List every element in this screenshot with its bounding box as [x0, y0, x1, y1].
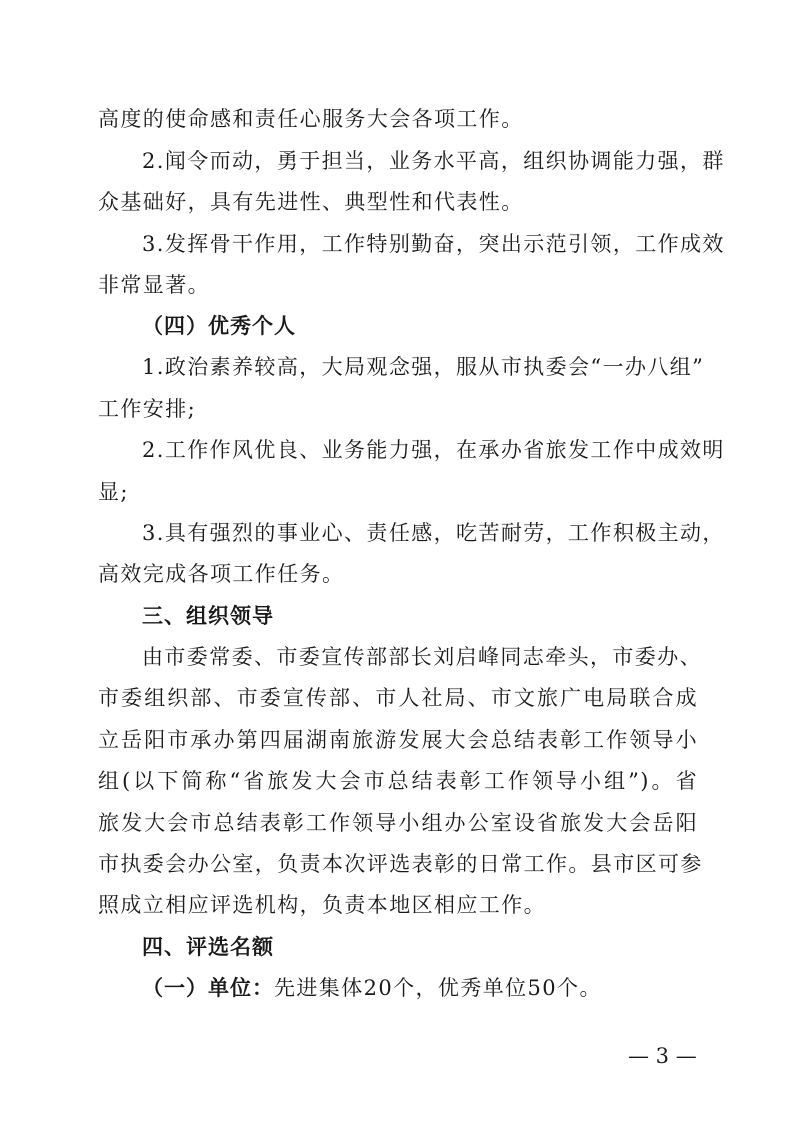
text-line-19: 市执委会办公室，负责本次评选表彰的日常工作。县市区可参 [98, 852, 703, 876]
text-line-20: 照成立相应评选机构，负责本地区相应工作。 [98, 893, 546, 917]
quota-text: 先进集体20个，优秀单位50个。 [274, 976, 602, 1000]
text-line-18: 旅发大会市总结表彰工作领导小组办公室设省旅发大会岳阳 [98, 811, 698, 835]
text-line-4: 3.发挥骨干作用，工作特别勤奋，突出示范引领，工作成效 [142, 232, 725, 256]
text-line-10: 显; [98, 480, 129, 504]
quota-label: （一）单位： [142, 976, 274, 1000]
text-line-1: 高度的使命感和责任心服务大会各项工作。 [98, 107, 524, 131]
section-heading-outstanding-individuals: （四）优秀个人 [142, 314, 296, 338]
page-number: — 3 — [628, 1044, 697, 1068]
text-line-7: 1.政治素养较高，大局观念强，服从市执委会“一办八组” [142, 355, 705, 379]
text-line-17: 组(以下简称“省旅发大会市总结表彰工作领导小组”)。省 [98, 769, 698, 793]
quota-line [142, 973, 698, 1003]
section-heading-quota: 四、评选名额 [142, 935, 274, 959]
text-line-12: 高效完成各项工作任务。 [98, 562, 345, 586]
text-line-15: 市委组织部、市委宣传部、市人社局、市文旅广电局联合成 [98, 686, 698, 710]
text-line-16: 立岳阳市承办第四届湖南旅游发展大会总结表彰工作领导小 [98, 728, 698, 752]
text-line-9: 2.工作作风优良、业务能力强，在承办省旅发工作中成效明 [142, 438, 725, 462]
section-heading-organization: 三、组织领导 [142, 604, 274, 628]
text-line-11: 3.具有强烈的事业心、责任感，吃苦耐劳，工作积极主动， [142, 521, 725, 545]
text-line-14: 由市委常委、市委宣传部部长刘启峰同志牵头，市委办、 [142, 645, 702, 669]
text-line-3: 众基础好，具有先进性、典型性和代表性。 [98, 190, 524, 214]
text-line-2: 2.闻令而动，勇于担当，业务水平高，组织协调能力强，群 [142, 149, 725, 173]
text-line-5: 非常显著。 [98, 273, 210, 297]
text-line-8: 工作安排; [98, 397, 197, 421]
